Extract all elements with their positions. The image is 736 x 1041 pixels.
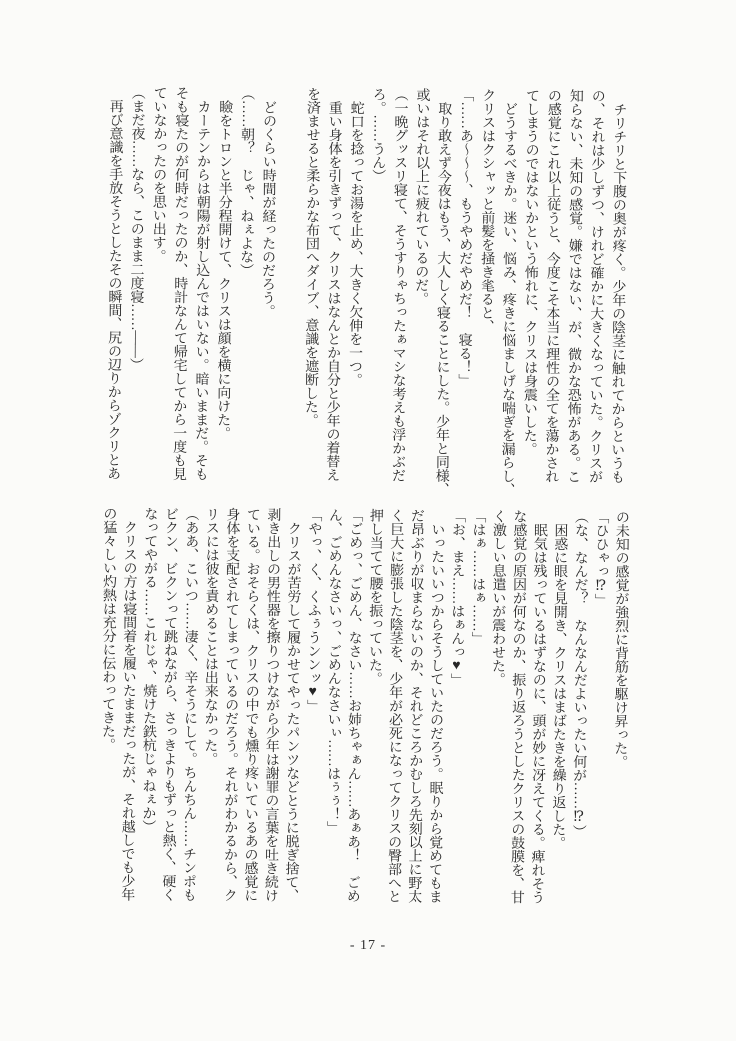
text-line: クリスが苦労して履かせてやったパンツなどとうに脱ぎ捨て、 bbox=[283, 507, 302, 903]
text-line: 剥き出しの男性器を擦りつけながら少年は謝罪の言葉を吐き続け bbox=[262, 507, 281, 902]
text-block-bottom bbox=[95, 506, 631, 934]
text-line: 取り敢えず今夜はもう、大人しく寝ることにした。少年と同様、 bbox=[433, 87, 452, 496]
text-line: 押し当てて腰を振っていた。 bbox=[366, 508, 384, 686]
text-line: （な、なんだ？ なんなんだよいったい何が……⁉） bbox=[570, 509, 589, 839]
text-line: 再び意識を手放そうとしたその瞬間、尻の辺りからゾクリとあ bbox=[105, 85, 124, 480]
text-line: てしまうのではないかという怖れに、クリスは身震いした。 bbox=[521, 88, 540, 456]
text-line: 「はぁ……はぁ……」 bbox=[469, 508, 486, 645]
text-line: クリスはクシャッと前髪を掻き毟ると、 bbox=[478, 87, 496, 333]
text-line: 或いはそれ以上に疲れているのだ。 bbox=[413, 87, 430, 306]
text-line: 身体を支配されてしまっているのだろう。それがわかるから、ク bbox=[221, 507, 240, 902]
text-line: ビクン、ビクンって跳ねながら、さっきよりもずっと熱く、硬く bbox=[160, 506, 179, 902]
text-line: クリスの方は寝間着を履いたままだったが、それ越しでも少年 bbox=[119, 506, 138, 901]
text-line: 瞼をトロンと半分程開けて、クリスは顔を横に向けた。 bbox=[215, 86, 233, 440]
text-line: 蛇口を捻ってお湯を止め、大きく欠伸を一つ。 bbox=[347, 87, 365, 387]
text-line: の、それは少しずつ、けれど確かに大きくなっていた。クリスが bbox=[587, 88, 606, 484]
text-line: を済ませると柔らかな布団へダイブ、意識を遮断した。 bbox=[302, 86, 321, 427]
text-line: いったいいつからそうしていたのだろう。眠りから覚めてもま bbox=[426, 508, 445, 904]
text-line: （ああ、こいつ……凄く、辛そうにして。ちんちん……チンポも bbox=[180, 506, 199, 902]
text-line: 「ひひゃっ⁉」 bbox=[592, 509, 609, 608]
blank-line bbox=[277, 87, 302, 501]
text-line: く巨大に膨張した陰茎を、少年が必死になってクリスの臀部へと bbox=[385, 508, 404, 903]
text-line: チリチリと下腹の奥が疼く。少年の陰茎に触れてからというも bbox=[609, 88, 628, 484]
page-number: - 17 - bbox=[349, 938, 387, 953]
text-line: （……朝？ じゃ、ねぇよな） bbox=[238, 86, 255, 277]
text-line: （まだ夜……なら、このまま二度寝……――） bbox=[128, 85, 146, 372]
text-line: ん、ごめんなさいっ、ごめんなさいぃ……はぅぅ！」 bbox=[324, 507, 343, 835]
text-line: 「やっ、く、くふぅうンンッ♥」 bbox=[305, 507, 322, 713]
text-line: どうするべきか。迷い、悩み、疼きに悩ましげな喘ぎを漏らし、 bbox=[499, 88, 518, 497]
text-line: の猛々しい灼熱は充分に伝わってきた。 bbox=[99, 506, 117, 752]
text-line: な感覚の原因が何なのか、振り返ろうとしたクリスの鼓膜を、甘 bbox=[508, 509, 527, 904]
text-line: だ昂ぶりが収まらないのか、それどころかむしろ先刻以上に野太 bbox=[406, 508, 425, 903]
text-block-top bbox=[101, 85, 630, 503]
text-line: 重い身体を引きずって、クリスはなんとか自分と少年の着替え bbox=[324, 86, 343, 482]
text-line: 「ごめっ、ごめん、なさい……お姉ちゃぁん……あぁあ！ ごめ bbox=[344, 508, 363, 903]
text-line: く激しい息遣いが震わせた。 bbox=[489, 509, 507, 686]
text-line: 困惑に眼を見開き、クリスはまばたきを繰り返した。 bbox=[550, 509, 568, 850]
text-line: （一晩グッスリ寝て、そうすりゃちったぁマシな考えも浮かぶだ bbox=[390, 87, 408, 482]
text-line: ていなかったのを思い出す。 bbox=[150, 85, 167, 263]
text-line: の未知の感覚が強烈に背筋を駆け昇った。 bbox=[612, 509, 630, 769]
text-line: の感覚にこれ以上従うと、今度こそ本当に理性の全てを蕩かされ bbox=[543, 88, 562, 483]
text-line: そも寝たのが何時だったのか、時計なんて帰宅してから一度も見 bbox=[171, 85, 189, 481]
text-line: 眠気は残っているはずなのに、頭が妙に冴えてくる。痺れそう bbox=[529, 509, 548, 904]
text-line: 「お、まえ……はぁんっ♥」 bbox=[448, 508, 466, 687]
text-line: ろ。……うん） bbox=[370, 87, 387, 183]
text-line: ている。おそらくは、クリスの中でも燻り疼いているあの感覚に bbox=[242, 507, 261, 902]
text-line: リスには彼を責めることは出来なかった。 bbox=[202, 507, 220, 766]
text-line: カーテンからは朝陽が射し込んではいない。暗いままだ。そも bbox=[193, 85, 211, 481]
text-line: どのくらい時間が経ったのだろう。 bbox=[259, 86, 277, 318]
text-line: 「……あ〜〜〜、もうやめだやめだ！ 寝る！」 bbox=[456, 87, 474, 388]
text-line: なってやがる……これじゃ、焼けた鉄杭じゃねぇか） bbox=[140, 506, 158, 834]
text-line: 知らない、未知の感覚。嫌ではない、が、微かな恐怖がある。こ bbox=[565, 88, 584, 484]
